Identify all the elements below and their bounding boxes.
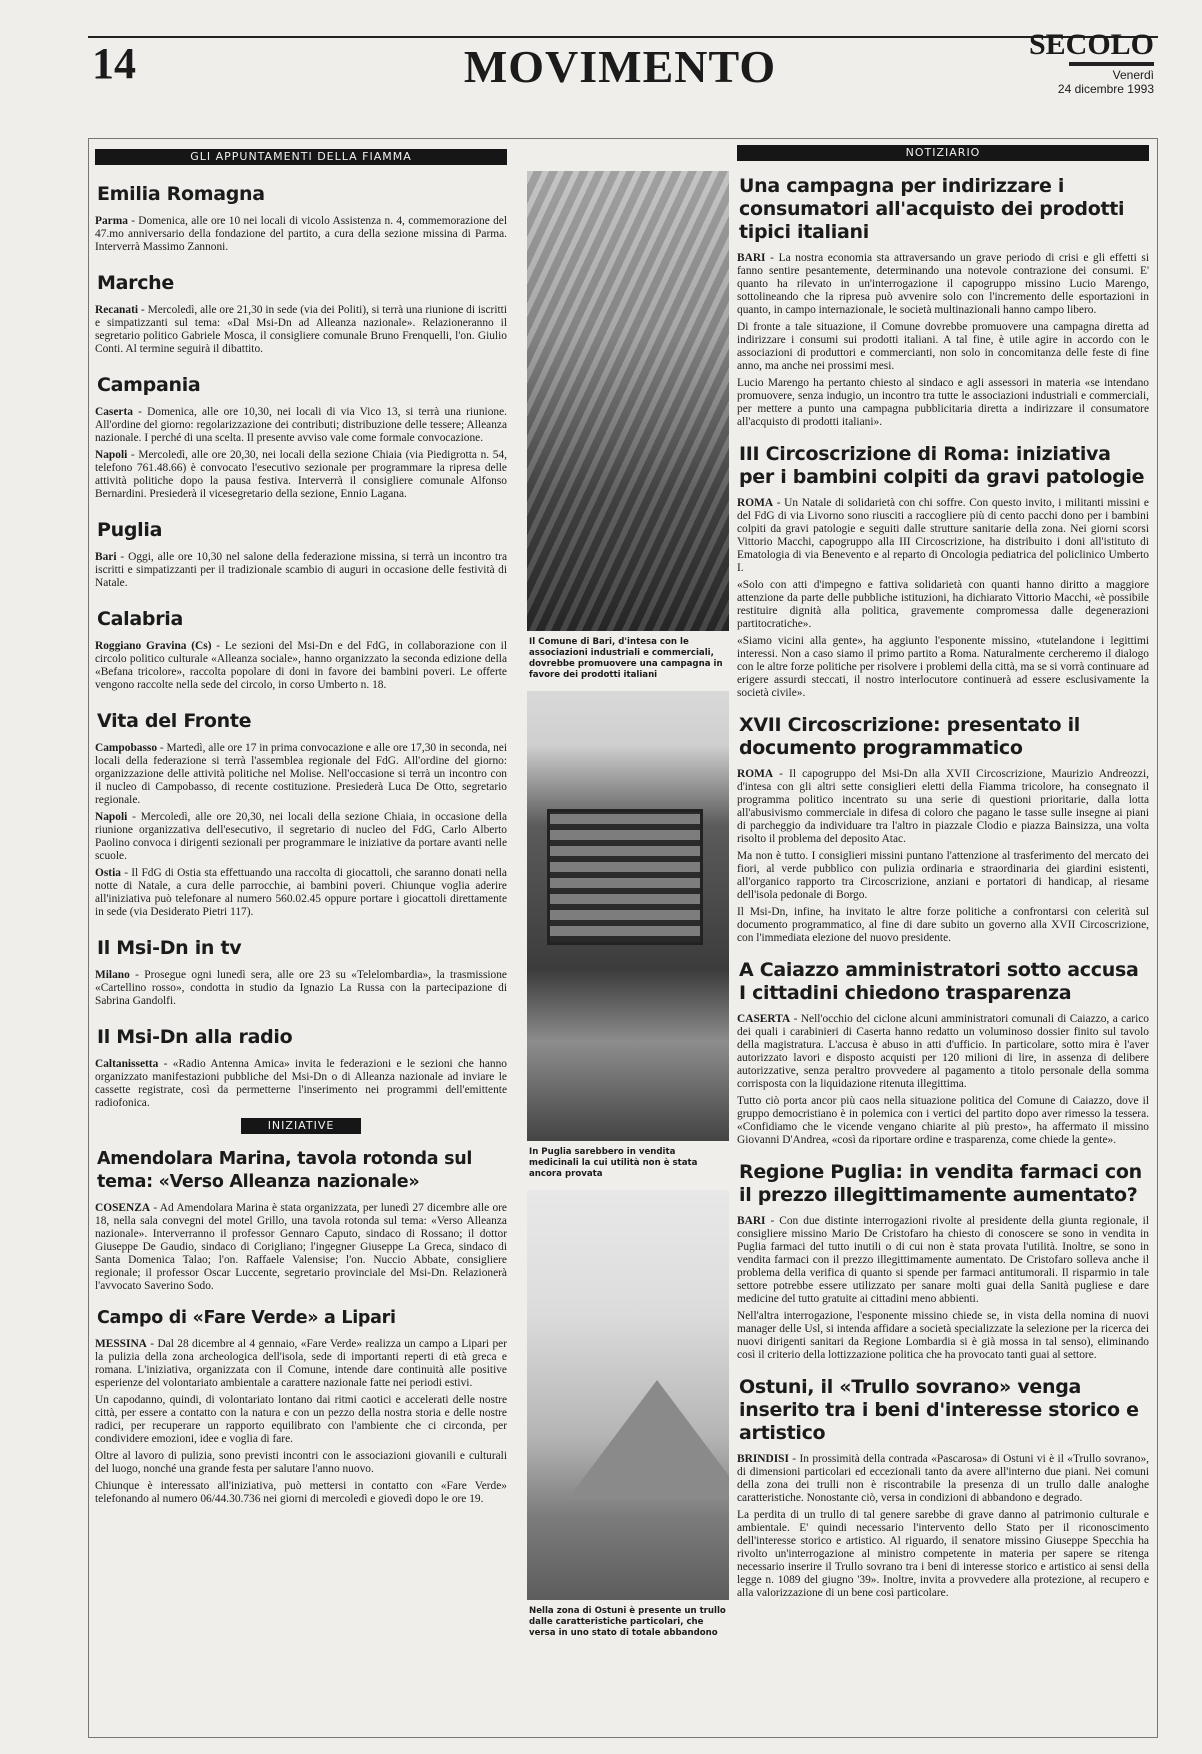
paragraph (737, 768, 1149, 846)
paragraph-text: Un capodanno, quindi, di volontariato lontano dai ritmi caotici e accelerati delle nostre città, per essere a contatto con la natura e con un pezzo della nostra storia e delle nostre radici, per recuperare un rapporto equilibrato con l'ambiente che ci circonda, per condividere emozioni, idee e voglia di fare. (95, 1394, 507, 1445)
article-headline: XVII Circoscrizione: presentato il documento programmatico (739, 714, 1081, 759)
dateline: Parma (95, 215, 128, 227)
paragraph (737, 579, 1149, 631)
paragraph (737, 906, 1149, 945)
trullo-roof (567, 1380, 729, 1500)
dateline: COSENZA (95, 1202, 151, 1214)
paragraph (737, 1215, 1149, 1306)
paragraph-text: Nell'altra interrogazione, l'esponente missino chiede se, in vista della nomina di nuovi manager delle Usl, si intenda affidare a società specializzate la selezione per la ricerca dei nuovi dirigenti sanitari da Regione Lombardia si è già mossa in tal senso), eliminando così il criterio della lottizzazione politica che ha provocato tanti guai al settore. (737, 1310, 1149, 1361)
photo-traffic (527, 171, 729, 631)
paragraph-text: «Solo con atti d'impegno e fattiva solidarietà con quanti hanno diritto a maggiore attenzione da parte delle pubbliche istituzioni, ha dichiarato Vittorio Macchi, «è possibile restituire dignità alla politica, gravemente compromessa dalle degenerazioni partitocratiche». (737, 579, 1149, 630)
paragraph (95, 1480, 507, 1506)
paragraph-text: - Domenica, alle ore 10,30, nei locali di via Vico 13, si terrà una riunione. All'ordine del giorno: regolarizzazione dei contributi; distribuzione delle tessere; Alleanza nazionale. I perché di una scelta. Il presente avviso vale come formale convocazione. (95, 406, 507, 444)
paragraph (95, 1202, 507, 1293)
article-headline: Campo di «Fare Verde» a Lipari (97, 1308, 396, 1328)
article-headline: III Circoscrizione di Roma: iniziativa per i bambini colpiti da gravi patologie (739, 443, 1145, 488)
dateline: ROMA (737, 768, 774, 780)
dateline: Recanati (95, 304, 139, 316)
appointments-header: GLI APPUNTAMENTI DELLA FIAMMA (95, 149, 507, 165)
paragraph (95, 551, 507, 590)
paragraph (95, 742, 507, 807)
photo-caption: Nella zona di Ostuni è presente un trullo dalle caratteristiche particolari, che versa in uno stato di totale abbandono (529, 1606, 726, 1638)
paragraph-text: - Mercoledì, alle ore 20,30, nei locali della sezione Chiaia, in occasione della riunione organizzativa dell'esecutivo, il segretario di nucleo del FdG, Carlo Alberto Paolino convoca i dirigenti sezionali per programmare le iniziative da portare avanti nelle scuole. (95, 811, 507, 862)
paragraph-text: - «Radio Antenna Amica» invita le federazioni e le sezioni che hanno organizzato manifestazioni pubbliche del Msi-Dn o di Alleanza nazionale ad inviare le cassette registrate, così da permetterne l'inserimento nei programmi dell'emittente radiofonica. (95, 1058, 507, 1109)
section-title: MOVIMENTO (463, 41, 777, 92)
paragraph (95, 1450, 507, 1476)
paragraph-text: - Domenica, alle ore 10 nei locali di vicolo Assistenza n. 4, commemorazione del 47.mo anniversario della fondazione del partito, a cura della sezione missina di Parma. Interverrà Massimo Zannoni. (95, 215, 507, 253)
issue-day: Venerdì (1112, 68, 1154, 82)
newspaper-logo (1029, 30, 1154, 96)
article-headline: Regione Puglia: in vendita farmaci con il prezzo illegittimamente aumentato? (739, 1161, 1142, 1206)
paragraph (737, 321, 1149, 373)
paragraph (95, 640, 507, 692)
dateline: Napoli (95, 811, 128, 823)
dateline: Ostia (95, 867, 121, 879)
region-heading: Puglia (97, 519, 163, 541)
paragraph (737, 497, 1149, 575)
dateline: ROMA (737, 497, 774, 509)
page-frame (88, 138, 1158, 1738)
region-list (95, 183, 507, 1110)
paragraph (737, 1013, 1149, 1091)
paragraph (95, 304, 507, 356)
region-heading: Emilia Romagna (97, 183, 265, 205)
paragraph (737, 1453, 1149, 1505)
dateline: BARI (737, 1215, 766, 1227)
pharmacy-shelf (547, 809, 703, 945)
dateline: Caserta (95, 406, 133, 418)
dateline: Caltanissetta (95, 1058, 159, 1070)
paragraph (737, 1095, 1149, 1147)
region-heading: Campania (97, 374, 201, 396)
dateline: Campobasso (95, 742, 158, 754)
paragraph-text: - In prossimità della contrada «Pascarosa» di Ostuni vi è il «Trullo sovrano», di dimensioni particolari ed eccezionali tanto da avere all'interno due piani. Nei comuni della zona dei trulli non è riscontrabile la presenza di un trullo dalle analoghe caratteristiche. Nonostante ciò, versa in condizioni di abbandono e degrado. (737, 1453, 1149, 1504)
paragraph-text: Lucio Marengo ha pertanto chiesto al sindaco e agli assessori in materia «se intendano promuovere, senza indugio, un incontro tra tutte le associazioni industriali e commerciali, per mettere a punto una campagna pubblicitaria diretta a indirizzare il consumatore all'acquisto di prodotti italiani». (737, 377, 1149, 428)
article-headline: Ostuni, il «Trullo sovrano» venga inserito tra i beni d'interesse storico e artistico (739, 1376, 1139, 1444)
paragraph-text: - Il FdG di Ostia sta effettuando una raccolta di giocattoli, che saranno donati nella notte di Natale, a cura delle parrocchie, ai bambini poveri. Chiunque voglia aderire all'iniziativa può telefonare al numero 560.02.45 oppure portare i giocattoli direttamente in sede (via Desiderato Pietri 117). (95, 867, 507, 918)
paragraph-text: - Nell'occhio del ciclone alcuni amministratori comunali di Caiazzo, a carico dei quali i carabinieri di Caserta hanno redatto un voluminoso dossier finito sul tavolo della magistratura. L'accusa è abuso in atti d'ufficio. In particolare, sotto mira è l'aver autorizzato lavori e disposto acquisti per 120 milioni di lire, in assenza di delibere autorizzative, senza peraltro provvedere al pagamento a titolo personale della somma corrisposta con la liquidazione ritenuta illegittima. (737, 1013, 1149, 1090)
dateline: MESSINA (95, 1338, 147, 1350)
paragraph-text: - Mercoledì, alle ore 20,30, nei locali della sezione Chiaia (via Piedigrotta n. 54, telefono 761.48.66) è convocato l'esecutivo sezionale per programmare la ripresa delle attività politiche dopo la pausa festiva. Interverrà il consigliere comunale Alfonso Bernardini. Presiederà il vicesegretario della sezione, Ennio Lagana. (95, 449, 507, 500)
photo-caption: In Puglia sarebbero in vendita medicinali la cui utilità non è stata ancora provata (529, 1147, 698, 1179)
dateline: BARI (737, 252, 766, 264)
article-headline: A Caiazzo amministratori sotto accusa I cittadini chiedono trasparenza (739, 959, 1139, 1004)
appointments-column (95, 149, 507, 1510)
region-heading: Marche (97, 272, 174, 294)
dateline: BRINDISI (737, 1453, 789, 1465)
region-heading: Vita del Fronte (97, 710, 252, 732)
logo-name: SECOLO (1028, 28, 1154, 61)
paragraph (95, 1338, 507, 1390)
paragraph-text: «Siamo vicini alla gente», ha aggiunto l'esponente missino, «tutelandone i legittimi interessi. Non a caso siamo il primo partito a Roma. Naturalmente cercheremo il dialogo con le altre forze politiche per risolvere i problemi della città, ma se si vorrà continuare ad erigere assurdi steccati, il nostro interlocutore continuerà ad essere esclusivamente la società civile». (737, 635, 1149, 699)
paragraph (737, 377, 1149, 429)
paragraph-text: - Il capogruppo del Msi-Dn alla XVII Circoscrizione, Maurizio Andreozzi, d'intesa con gli altri sette consiglieri eletti della Fiamma tricolore, ha consegnato il programma politico incentrato su una serie di questioni prioritarie, dalla lotta all'abusivismo commerciale in difesa di coloro che pagano le tasse sulle insegne ai piani di parcheggio da individuare tra l'altro in piazzale Clodio e piazza Bainsizza, una volta risolto il problema del deposito Atac. (737, 768, 1149, 845)
paragraph (737, 1310, 1149, 1362)
paragraph (95, 867, 507, 919)
paragraph (95, 406, 507, 445)
iniziative-list (95, 1148, 507, 1506)
logo-bar (1069, 62, 1154, 66)
paragraph-text: - Un Natale di solidarietà con chi soffre. Con questo invito, i militanti missini e del FdG di via Livorno sono riusciti a raccogliere più di cento pacchi dono per i bambini colpiti da gravi patologie e seguiti dalle strutture sanitarie della zona. Nei giorni scorsi Vittorio Macchi, capogruppo alla III Circoscrizione, ha distribuito i doni all'istituto di Ematologia di via Benevento e al reparto di Oncologia pediatrica del policlinico Umberto I. (737, 497, 1149, 574)
photo-caption: Il Comune di Bari, d'intesa con le associazioni industriali e commerciali, dovrebbe promuovere una campagna in favore dei prodotti italiani (529, 637, 723, 680)
dateline: Roggiano Gravina (Cs) (95, 640, 212, 652)
dateline: Bari (95, 551, 117, 563)
paragraph-text: Il Msi-Dn, infine, ha invitato le altre forze politiche a confrontarsi con celerità sul documento programmatico, al fine di dare subito un governo alla XVII Circoscrizione, con l'immediata elezione del nuovo presidente. (737, 906, 1149, 944)
region-heading: Calabria (97, 608, 184, 630)
issue-date: 24 dicembre 1993 (1057, 82, 1154, 96)
page-number: 14 (92, 39, 136, 88)
paragraph (95, 1058, 507, 1110)
paragraph-text: Chiunque è interessato all'iniziativa, può mettersi in contatto con «Fare Verde» telefonando al numero 06/44.30.736 nei giorni di mercoledì e giovedì dopo le ore 19. (95, 1480, 507, 1505)
paragraph (737, 635, 1149, 700)
paragraph-text: - Martedì, alle ore 17 in prima convocazione e alle ore 17,30 in seconda, nei locali della federazione si terrà l'assemblea regionale del FdG. All'ordine del giorno: organizzazione delle attività politiche nel Molise. Nell'occasione si terrà un incontro con il nucleo di Campobasso, di recente costituzione. Presiederà Luca De Otto, segretario regionale. (95, 742, 507, 806)
article-headline: Una campagna per indirizzare i consumatori all'acquisto dei prodotti tipici italiani (739, 175, 1125, 243)
photo-trullo (527, 1190, 729, 1600)
photo-pharmacy (527, 691, 729, 1141)
region-heading: Il Msi-Dn in tv (97, 937, 242, 959)
paragraph-text: - Con due distinte interrogazioni rivolte al presidente della giunta regionale, il consigliere missino Mario De Cristofaro ha chiesto di conoscere se sono in vendita in Puglia farmaci del tutto inutili o di cui non è stata provata l'utilità. Inoltre, se sono in vendita farmaci con il prezzo illegittimamente aumentato. De Cristofaro solleva anche il problema della verifica di quanto si spende per farmaci antitumorali. Il risparmio in tale settore potrebbe essere utilizzato per sanare molti guai della Sanità pugliese e dare medicine del tutto gratuite ai cittadini meno abbienti. (737, 1215, 1149, 1305)
paragraph-text: Di fronte a tale situazione, il Comune dovrebbe promuovere una campagna diretta ad indirizzare i consumi sui prodotti italiani. A tal fine, è utile agire in accordo con le associazioni di produttori e commercianti, non solo in concomitanza delle feste di fine anno, ma anche nei prossimi mesi. (737, 321, 1149, 372)
paragraph-text: - Mercoledì, alle ore 21,30 in sede (via dei Politi), si terrà una riunione di iscritti e simpatizzanti sul tema: «Dal Msi-Dn ad Alleanza nazionale». Relazioneranno il segretario politico Gabriele Mosca, il consigliere comunale Bruno Frenquelli, l'on. Giulio Conti. Al termine seguirà il dibattito. (95, 304, 507, 355)
region-heading: Il Msi-Dn alla radio (97, 1026, 293, 1048)
paragraph-text: - Ad Amendolara Marina è stata organizzata, per lunedì 27 dicembre alle ore 18, nella sala convegni del motel Grillo, una tavola rotonda sul tema: «Verso Alleanza nazionale». Interverranno il professor Gennaro Caputo, sindaco di Rossano; il dottor Giuseppe De Gaudio, sindaco di Corigliano; l'ingegner Giuseppe La Greca, sindaco di Santa Domenica Talao; l'on. Raffaele Valensise; l'on. Nuccio Abbate, consigliere regionale; il professor Oscar Luccente, segretario provinciale del Msi-Dn. Relazionerà l'avvocato Saverino Sodo. (95, 1202, 507, 1292)
paragraph-text: Tutto ciò porta ancor più caos nella situazione politica del Comune di Caiazzo, dove il gruppo democristiano è in polemica con i vertici del partito dopo aver rimesso la tessera. «Confidiamo che le vicende vengano chiarite al più presto», ha affermato il missino Giovanni D'Andrea, «così da riportare ordine e trasparenza, come chiede la gente». (737, 1095, 1149, 1146)
paragraph (95, 1394, 507, 1446)
paragraph (95, 215, 507, 254)
paragraph (95, 969, 507, 1008)
paragraph (95, 449, 507, 501)
notiziario-column (737, 145, 1149, 1604)
paragraph-text: - Oggi, alle ore 10,30 nel salone della federazione missina, si terrà un incontro tra iscritti e simpatizzanti per il tradizionale scambio di auguri in occasione delle festività di Natale. (95, 551, 507, 589)
masthead-rule (88, 36, 1158, 38)
paragraph-text: Oltre al lavoro di pulizia, sono previsti incontri con le associazioni giovanili e culturali del luogo, nonché una grande festa per salutare l'anno nuovo. (95, 1450, 507, 1475)
dateline: CASERTA (737, 1013, 791, 1025)
dateline: Milano (95, 969, 130, 981)
paragraph (737, 850, 1149, 902)
dateline: Napoli (95, 449, 128, 461)
photo-column (527, 171, 729, 1639)
article-list (737, 175, 1149, 1600)
paragraph-text: - Prosegue ogni lunedì sera, alle ore 23 su «Telelombardia», la trasmissione «Cartellino rosso», condotta in studio da Ignazio La Russa con la partecipazione di Sabrina Gandolfi. (95, 969, 507, 1007)
paragraph-text: - La nostra economia sta attraversando un grave periodo di crisi e gli effetti si fanno sentire pesantemente, determinando una notevole contrazione dei consumi. E' quanto ha rilevato in un'interrogazione il capogruppo missino Lucio Marengo, sottolineando che la ripresa può avvenire solo con l'incremento delle esportazioni in quanto, in campo internazionale, le società multinazionali hanno campo libero. (737, 252, 1149, 316)
paragraph-text: Ma non è tutto. I consiglieri missini puntano l'attenzione al trasferimento del mercato dei fiori, al verde pubblico con pulizia ordinaria e straordinaria dei giardini esistenti, all'organico rapporto tra Circoscrizione, anziani e portatori di handicap, al riesame dell'isola pedonale di Borgo. (737, 850, 1149, 901)
paragraph (737, 1509, 1149, 1600)
paragraph (737, 252, 1149, 317)
paragraph-text: La perdita di un trullo di tal genere sarebbe di grave danno al patrimonio culturale e ambientale. E' quindi necessario l'intervento dello Stato per il riconoscimento dell'interesse storico e artistico. Al riguardo, il senatore missino Giuseppe Specchia ha rivolto un'interrogazione al ministro competente in materia per sapere se ritenga necessario inserire il Trullo sovrano tra i beni di interesse storico e artistico ai sensi della legge n. 1089 del giugno '39». Inoltre, invita a provvedere alla protezione, al recupero e alla valorizzazione di un bene così particolare. (737, 1509, 1149, 1599)
article-headline: Amendolara Marina, tavola rotonda sul tema: «Verso Alleanza nazionale» (97, 1149, 473, 1192)
paragraph (95, 811, 507, 863)
notiziario-header: NOTIZIARIO (737, 145, 1149, 161)
iniziative-header: INIZIATIVE (241, 1118, 361, 1134)
paragraph-text: - Dal 28 dicembre al 4 gennaio, «Fare Verde» realizza un campo a Lipari per la pulizia della zona archeologica dell'isola, sede di importanti reperti di età greca e romana. L'iniziativa, organizzata con il Comune, intende dare continuità alle positive esperienze del volontariato ambientale a carattere nazionale fatte nei periodi estivi. (95, 1338, 507, 1389)
paragraph-text: - Le sezioni del Msi-Dn e del FdG, in collaborazione con il circolo politico culturale «Alleanza sociale», hanno organizzato la seconda edizione della «Befana tricolore», raccolta popolare di doni in favore dei bambini poveri. Le offerte vengono raccolte nella sede del circolo, in corso Umberto n. 18. (95, 640, 507, 691)
